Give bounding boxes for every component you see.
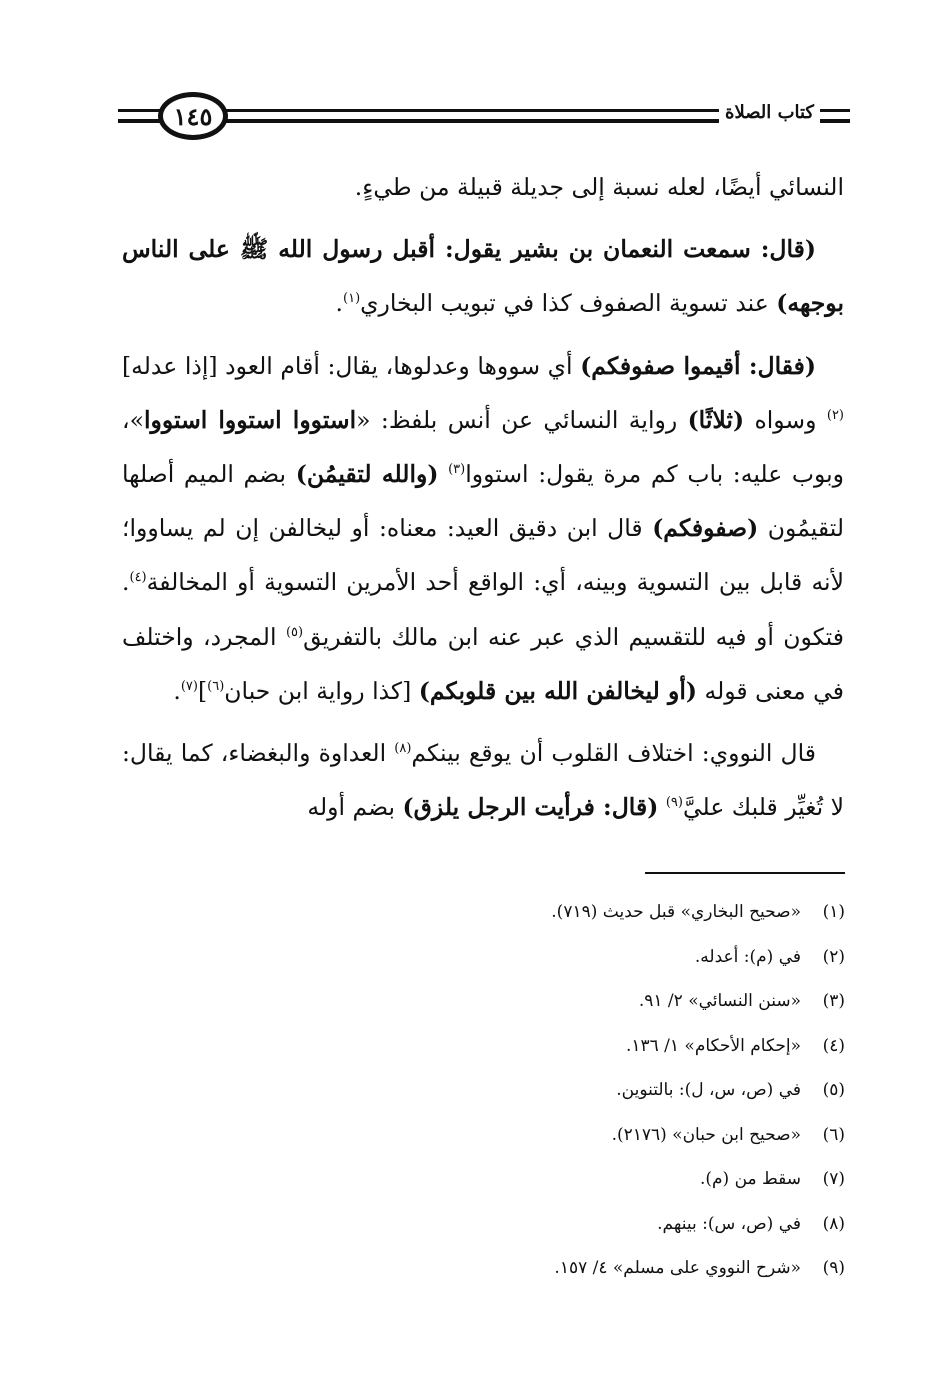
- footnote-ref: (٢): [826, 407, 844, 423]
- commentary-text: المجرد، واختلف في معنى قوله: [122, 622, 844, 705]
- footnote-ref: (٧): [180, 679, 198, 694]
- page-number: ١٤٥: [158, 92, 228, 140]
- paragraph-4: [122, 726, 844, 834]
- commentary-text: وسواه: [744, 405, 827, 434]
- footnote-text: «صحيح البخاري» قبل حديث (٧١٩).: [551, 902, 801, 922]
- footnote-item: [225, 1246, 845, 1291]
- quote-text: (والله لتقيمُن): [295, 460, 439, 489]
- footnote-text: في (م): أعدله.: [694, 946, 801, 967]
- commentary-text: عند تسوية الصفوف كذا في تبويب البخاري: [360, 289, 777, 318]
- footnote-ref: (٦): [207, 679, 225, 694]
- paragraph-2: [122, 222, 844, 330]
- footnote-item: [225, 1024, 845, 1069]
- commentary-text: قال ابن دقيق العيد: معناه: أو ليخالفن إن لم يساووا؛ لأنه قابل بين التسوية وبينه، أي: الواقع أحد الأمرين التسوية أو المخالفة: [122, 514, 844, 597]
- commentary-text: . فتكون أو فيه للتقسيم الذي عبر عنه ابن مالك بالتفريق: [122, 568, 844, 651]
- footnote-text: «إحكام الأحكام» ١/ ١٣٦.: [625, 1035, 801, 1056]
- commentary-text: العداوة والبغضاء، كما يقال: لا تُغيِّر قلبك عليَّ: [122, 739, 844, 822]
- footnotes: [225, 890, 845, 1291]
- quote-text: (فقال: أقيموا صفوفكم): [580, 351, 817, 380]
- quote-text: (قال: فرأيت الرجل يلزق): [402, 793, 659, 822]
- commentary-text: رواية النسائي عن أنس بلفظ: «: [356, 405, 688, 434]
- footnote-text: «صحيح ابن حبان» (٢١٧٦).: [611, 1124, 801, 1145]
- footnote-number: (٢): [822, 946, 845, 967]
- main-text: [122, 160, 844, 834]
- footnote-number: (٧): [822, 1169, 845, 1189]
- footnote-divider: [645, 872, 845, 874]
- quote-text: استووا استووا استووا: [143, 405, 357, 434]
- footnote-text: «شرح النووي على مسلم» ٤/ ١٥٧.: [554, 1258, 801, 1278]
- footnote-number: (٦): [822, 1124, 845, 1145]
- quote-text: (أو ليخالفن الله بين قلوبكم): [418, 676, 698, 705]
- commentary-text: »، وبوب عليه: باب كم مرة يقول: استووا: [122, 405, 845, 489]
- footnote-ref: (٩): [665, 795, 683, 811]
- footnote-item: [225, 1202, 845, 1247]
- spacer: [658, 793, 665, 821]
- footnote-number: (٨): [822, 1213, 845, 1234]
- footnote-number: (١): [822, 902, 845, 922]
- footnote-item: [225, 979, 845, 1024]
- punctuation: .: [335, 289, 343, 318]
- commentary-text: بضم أوله: [307, 793, 403, 822]
- footnote-ref: (٤): [129, 570, 147, 586]
- commentary-text: بضم الميم أصلها لتقيمُون: [122, 460, 845, 543]
- paragraph-1: النسائي أيضًا، لعله نسبة إلى جديلة قبيلة من طيءٍ.: [354, 173, 844, 201]
- footnote-item: [225, 935, 845, 980]
- quote-text: (صفوفكم): [652, 514, 759, 543]
- footnote-number: (٩): [822, 1258, 845, 1278]
- page-header: [118, 92, 850, 144]
- commentary-text: ]: [197, 676, 208, 705]
- footnote-item: [225, 1157, 845, 1202]
- footnote-number: (٣): [822, 991, 845, 1011]
- footnote-ref: (٥): [285, 624, 304, 640]
- commentary-text: أي سووها وعدلوها، يقال: أقام العود [إذا عدله]: [122, 351, 581, 380]
- footnote-number: (٤): [822, 1035, 845, 1056]
- commentary-text: قال النووي: اختلاف القلوب أن يوقع بينكم: [411, 739, 816, 768]
- footnote-ref: (١): [343, 291, 361, 307]
- quote-text: (ثلاثًا): [687, 405, 745, 434]
- punctuation: .: [173, 676, 181, 705]
- footnote-ref: (٣): [448, 462, 466, 478]
- footnote-text: في (ص، س، ل): بالتنوين.: [616, 1080, 801, 1100]
- footnote-item: [225, 1113, 845, 1158]
- footnote-text: في (ص، س): بينهم.: [657, 1213, 801, 1234]
- spacer: [438, 460, 448, 488]
- footnote-text: «سنن النسائي» ٢/ ٩١.: [638, 991, 801, 1011]
- paragraph-3: [122, 339, 844, 718]
- footnote-text: سقط من (م).: [699, 1169, 801, 1189]
- book-title: كتاب الصلاة: [719, 102, 820, 123]
- quote-text: (قال: سمعت النعمان بن بشير يقول: أقبل رسول الله ﷺ على الناس بوجهه): [122, 235, 844, 318]
- footnote-ref: (٨): [394, 741, 412, 757]
- commentary-text: [كذا رواية ابن حبان: [224, 676, 419, 705]
- footnote-number: (٥): [822, 1080, 845, 1100]
- footnote-item: [225, 890, 845, 935]
- footnote-item: [225, 1068, 845, 1113]
